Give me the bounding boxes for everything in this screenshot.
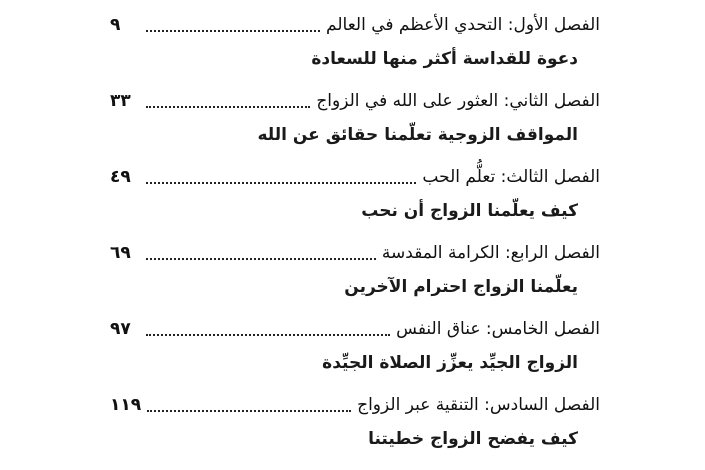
chapter-title: الفصل الثالث: تعلُّم الحب [422,167,600,187]
page-number: ٣٣ [110,91,131,111]
dot-leader [146,334,390,336]
chapter-subtitle: دعوة للقداسة أكثر منها للسعادة [311,49,578,69]
toc-entry [110,10,600,86]
chapter-subtitle: كيف يعلّمنا الزواج أن نحب [361,201,578,221]
toc-title-line [110,390,600,420]
toc-entry [110,238,600,314]
toc-list [110,10,600,466]
toc-entry [110,86,600,162]
page-number: ٩٧ [110,319,131,339]
chapter-title: الفصل الثاني: العثور على الله في الزواج [316,91,600,111]
dot-leader [146,182,416,184]
chapter-subtitle: يعلّمنا الزواج احترام الآخرين [344,277,578,297]
chapter-subtitle: المواقف الزوجية تعلّمنا حقائق عن الله [257,125,578,145]
toc-entry [110,162,600,238]
toc-title-line [110,314,600,344]
dot-leader [146,30,320,32]
dot-leader [146,258,376,260]
dot-leader [147,410,351,412]
toc-title-line [110,162,600,192]
toc-entry [110,390,600,466]
page-number: ٦٩ [110,243,131,263]
chapter-title: الفصل الأول: التحدي الأعظم في العالم [326,15,600,35]
page-number: ١١٩ [110,395,142,415]
toc-title-line [110,86,600,116]
chapter-subtitle: الزواج الجيِّد يعزِّز الصلاة الجيِّدة [322,353,578,373]
chapter-title: الفصل السادس: التنقية عبر الزواج [357,395,600,415]
page-number: ٩ [110,15,121,35]
chapter-subtitle: كيف يفضح الزواج خطيتنا [368,429,578,449]
toc-title-line [110,10,600,40]
toc-title-line [110,238,600,268]
chapter-title: الفصل الخامس: عناق النفس [396,319,600,339]
page-number: ٤٩ [110,167,131,187]
chapter-title: الفصل الرابع: الكرامة المقدسة [381,243,600,263]
dot-leader [146,106,310,108]
toc-entry [110,314,600,390]
